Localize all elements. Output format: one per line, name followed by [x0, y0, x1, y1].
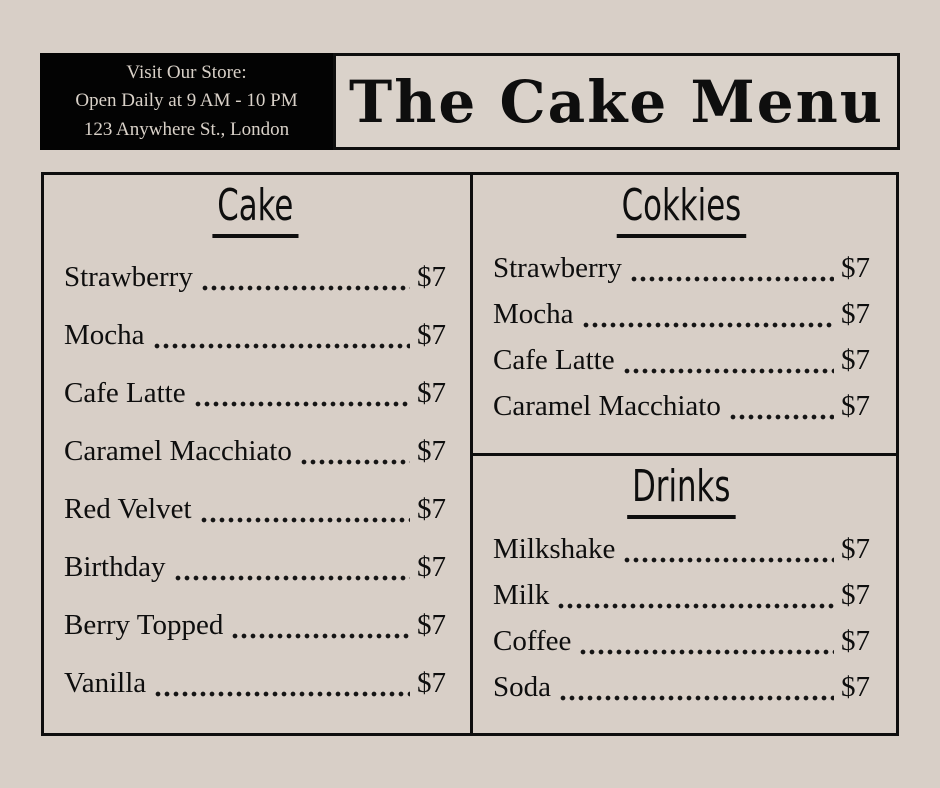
- menu-item: [493, 665, 870, 711]
- item-name: Vanilla: [64, 666, 147, 699]
- store-info-line: Visit Our Store:: [126, 61, 247, 83]
- menu-item: [64, 420, 446, 478]
- dot-leader: [175, 575, 411, 581]
- menu-item: [493, 527, 870, 573]
- item-price: $7: [841, 297, 870, 330]
- item-name: Birthday: [64, 550, 166, 583]
- dot-leader: [558, 603, 834, 609]
- section-drinks-header: [493, 462, 870, 519]
- item-price: $7: [417, 550, 446, 583]
- menu-item: [493, 292, 870, 338]
- dot-leader: [301, 459, 410, 465]
- item-price: $7: [417, 376, 446, 409]
- item-name: Berry Topped: [64, 608, 224, 641]
- item-price: $7: [841, 670, 870, 703]
- section-drinks: [473, 456, 896, 733]
- item-price: $7: [841, 532, 870, 565]
- dot-leader: [232, 633, 410, 639]
- menu-title-box: [333, 53, 900, 150]
- store-info-box: [40, 53, 333, 150]
- dot-leader: [560, 695, 834, 701]
- item-price: $7: [841, 624, 870, 657]
- item-price: $7: [417, 666, 446, 699]
- menu-item: [64, 362, 446, 420]
- item-name: Caramel Macchiato: [493, 389, 721, 422]
- section-title: Drinks: [627, 462, 735, 519]
- drinks-item-list: [493, 527, 870, 711]
- menu-item: [64, 478, 446, 536]
- page-title: The Cake Menu: [349, 67, 884, 136]
- dot-leader: [624, 557, 834, 563]
- menu-item: [493, 619, 870, 665]
- dot-leader: [583, 322, 834, 328]
- item-price: $7: [417, 434, 446, 467]
- item-name: Cafe Latte: [64, 376, 186, 409]
- item-name: Red Velvet: [64, 492, 192, 525]
- section-cokkies: [473, 175, 896, 456]
- menu-item: [493, 573, 870, 619]
- dot-leader: [624, 368, 834, 374]
- dot-leader: [154, 343, 410, 349]
- cokkies-item-list: [493, 246, 870, 430]
- dot-leader: [155, 691, 410, 697]
- menu-item: [493, 246, 870, 292]
- menu-item: [493, 338, 870, 384]
- store-info-line: Open Daily at 9 AM - 10 PM: [75, 90, 298, 112]
- menu-panel: [41, 172, 899, 736]
- item-price: $7: [417, 260, 446, 293]
- item-name: Coffee: [493, 624, 572, 657]
- item-price: $7: [417, 492, 446, 525]
- section-title: Cake: [212, 181, 298, 238]
- right-column: [473, 175, 896, 733]
- section-cokkies-header: [493, 181, 870, 238]
- dot-leader: [201, 517, 410, 523]
- store-info-line: 123 Anywhere St., London: [83, 118, 290, 140]
- item-name: Mocha: [64, 318, 145, 351]
- item-name: Caramel Macchiato: [64, 434, 292, 467]
- item-name: Cafe Latte: [493, 343, 615, 376]
- dot-leader: [202, 285, 410, 291]
- section-cake: [44, 175, 473, 733]
- item-price: $7: [417, 318, 446, 351]
- menu-item: [493, 384, 870, 430]
- item-price: $7: [841, 578, 870, 611]
- item-name: Mocha: [493, 297, 574, 330]
- dot-leader: [580, 649, 834, 655]
- section-cake-header: [64, 181, 446, 238]
- item-price: $7: [841, 251, 870, 284]
- dot-leader: [631, 276, 834, 282]
- cake-item-list: [64, 246, 446, 710]
- dot-leader: [195, 401, 410, 407]
- item-price: $7: [841, 343, 870, 376]
- item-name: Milk: [493, 578, 550, 611]
- item-price: $7: [841, 389, 870, 422]
- item-name: Soda: [493, 670, 551, 703]
- menu-item: [64, 246, 446, 304]
- dot-leader: [730, 414, 834, 420]
- section-title: Cokkies: [617, 181, 746, 238]
- item-name: Milkshake: [493, 532, 616, 565]
- menu-item: [64, 536, 446, 594]
- menu-item: [64, 652, 446, 710]
- item-name: Strawberry: [64, 260, 193, 293]
- item-price: $7: [417, 608, 446, 641]
- menu-item: [64, 594, 446, 652]
- item-name: Strawberry: [493, 251, 622, 284]
- menu-item: [64, 304, 446, 362]
